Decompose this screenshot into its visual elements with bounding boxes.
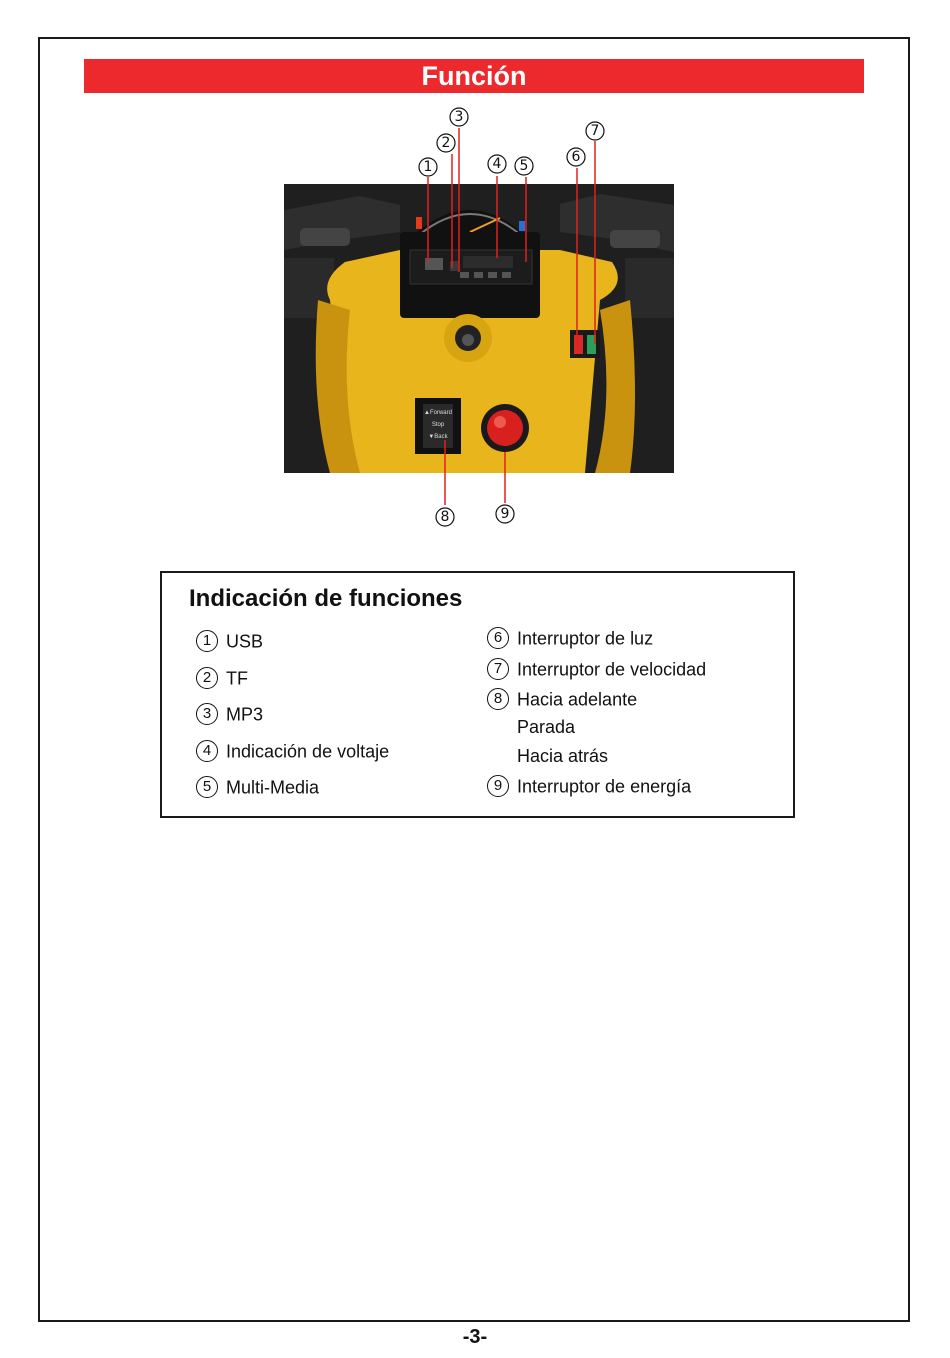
callout-1: 1	[423, 159, 433, 175]
legend-label-voltage: Indicación de voltaje	[226, 741, 390, 762]
legend-num-2: 2	[196, 667, 218, 689]
legend-item-mp3	[196, 702, 263, 725]
page-number: -3-	[462, 1326, 488, 1348]
callout-8: 8	[440, 509, 450, 525]
legend-num-7: 7	[487, 658, 509, 680]
legend-num-5: 5	[196, 776, 218, 798]
legend-item-direction	[487, 687, 637, 710]
legend-item-multimedia	[196, 775, 319, 798]
legend-item-light-switch	[487, 626, 653, 649]
legend-label-multimedia: Multi-Media	[226, 777, 320, 798]
legend-label-speed-switch: Interruptor de velocidad	[517, 659, 707, 680]
section-title: Función	[84, 59, 864, 93]
callout-3: 3	[454, 109, 464, 125]
callout-2: 2	[441, 135, 451, 151]
legend-num-6: 6	[487, 627, 509, 649]
legend-label-tf: TF	[226, 668, 248, 689]
legend-item-usb	[196, 629, 263, 652]
legend-label-light-switch: Interruptor de luz	[517, 628, 654, 649]
function-legend	[160, 571, 795, 818]
legend-title: Indicación de funciones	[189, 585, 463, 612]
switch-label-stop: Stop	[431, 422, 445, 428]
legend-label-usb: USB	[226, 631, 264, 652]
legend-label-back: Hacia atrás	[517, 746, 609, 766]
legend-num-9: 9	[487, 775, 509, 797]
callout-4: 4	[492, 156, 502, 172]
legend-item-power-switch	[487, 774, 691, 797]
callout-5: 5	[519, 158, 529, 174]
legend-label-forward: Hacia adelante	[517, 689, 638, 710]
legend-item-tf	[196, 666, 248, 689]
legend-item-voltage	[196, 739, 389, 762]
legend-label-power-switch: Interruptor de energía	[517, 776, 692, 797]
legend-num-3: 3	[196, 703, 218, 725]
switch-label-back: ▼Back	[428, 434, 448, 440]
switch-label-forward: ▲Forward	[424, 410, 452, 416]
legend-num-4: 4	[196, 740, 218, 762]
dashboard-photo	[284, 184, 674, 473]
legend-label-mp3: MP3	[226, 704, 264, 725]
legend-num-1: 1	[196, 630, 218, 652]
callout-7: 7	[590, 123, 600, 139]
legend-label-stop: Parada	[517, 717, 576, 737]
callout-9: 9	[500, 506, 510, 522]
callout-6: 6	[571, 149, 581, 165]
dashboard-diagram	[0, 0, 950, 560]
legend-item-speed-switch	[487, 657, 706, 680]
legend-num-8: 8	[487, 688, 509, 710]
